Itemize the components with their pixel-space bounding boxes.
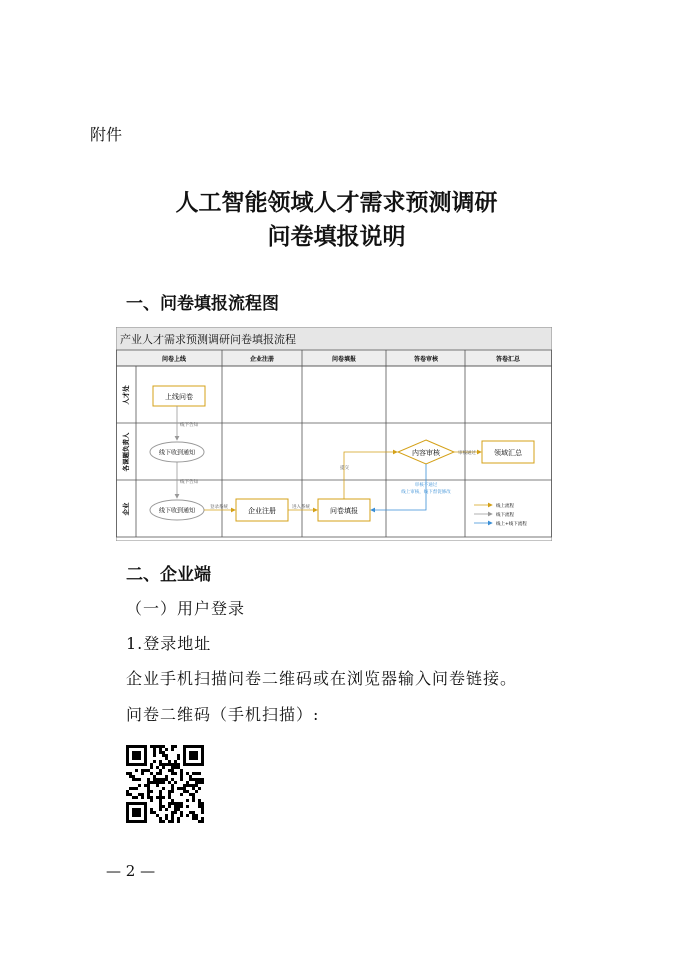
document-title-line2: 问卷填报说明 <box>267 223 406 250</box>
lane-label-talent-office: 人才处 <box>122 385 130 405</box>
label-offline-notice-2: 线下告知 <box>180 480 198 485</box>
attachment-label: 附件 <box>90 125 123 144</box>
legend-online: 线上流程 <box>496 504 514 509</box>
paragraph-qr-caption: 问卷二维码（手机扫描）: <box>126 705 320 724</box>
label-review-pass: 审核通过 <box>458 451 476 456</box>
column-header-review: 答卷审核 <box>413 356 439 363</box>
box-receive-notice-leaders: 线下收到通知 <box>158 449 196 457</box>
subsection-user-login: （一）用户登录 <box>126 599 246 618</box>
column-header-register: 企业注册 <box>249 356 275 363</box>
column-header-launch: 问卷上线 <box>161 356 187 363</box>
section-heading-flowchart: 一、问卷填报流程图 <box>126 294 279 314</box>
box-questionnaire-fill: 问卷填报 <box>330 507 358 515</box>
label-review-reject: 审核不通过 <box>414 483 438 488</box>
lane-label-topic-leaders: 各课题负责人 <box>122 432 130 472</box>
item-login-address: 1.登录地址 <box>126 634 212 653</box>
flowchart-caption: 产业人才需求预测调研问卷填报流程 <box>120 333 296 346</box>
box-receive-notice-enterprise: 线下收到通知 <box>158 507 196 515</box>
label-submit: 提交 <box>340 466 349 471</box>
legend-online-offline: 线上+线下流程 <box>496 522 527 527</box>
label-enter-system: 进入系统 <box>292 505 310 510</box>
questionnaire-qr-code[interactable] <box>126 745 204 823</box>
paragraph-login-instruction: 企业手机扫描问卷二维码或在浏览器输入问卷链接。 <box>126 669 518 688</box>
column-header-summary: 答卷汇总 <box>495 356 521 363</box>
box-domain-summary: 领域汇总 <box>494 449 522 457</box>
box-enterprise-register: 企业注册 <box>248 507 276 515</box>
section-heading-enterprise: 二、企业端 <box>126 565 211 585</box>
legend-offline: 线下流程 <box>496 513 514 518</box>
label-offline-notice-1: 线下告知 <box>180 423 198 428</box>
lane-label-enterprise: 企业 <box>122 502 130 516</box>
column-header-fill: 问卷填报 <box>331 356 357 363</box>
label-login-system: 登录系统 <box>210 505 228 510</box>
document-title-line1: 人工智能领域人才需求预测调研 <box>175 189 498 216</box>
box-launch-questionnaire: 上线问卷 <box>165 393 193 401</box>
box-content-review: 内容审核 <box>412 449 440 457</box>
label-online-review-offline-fix: 线上审核，线下督促修改 <box>401 490 451 495</box>
process-flowchart <box>116 327 552 541</box>
page-number: — 2 — <box>106 862 156 880</box>
